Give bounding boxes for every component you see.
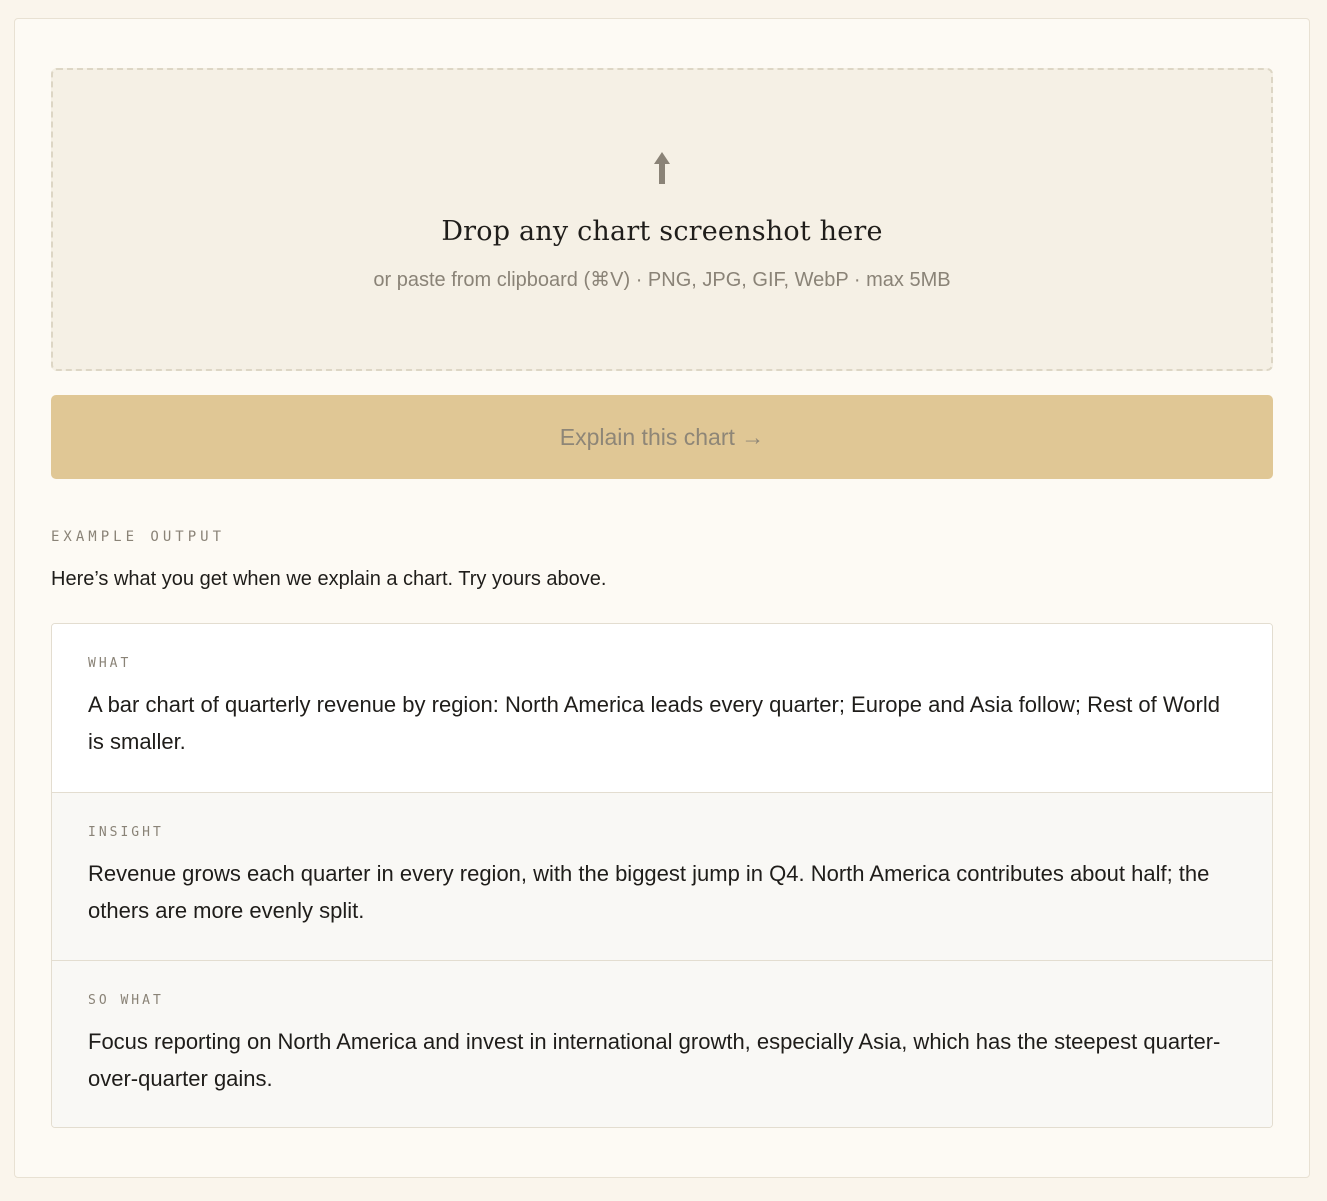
insight-card-text: Revenue grows each quarter in every region, with the biggest jump in Q4. North America contributes about half; the others are more evenly split. [88, 861, 1210, 923]
dropzone-title: Drop any chart screenshot here [441, 216, 883, 247]
what-card-text: A bar chart of quarterly revenue by region: North America leads every quarter; Europe and Asia follow; Rest of World is smaller. [88, 692, 1220, 754]
so-what-card [52, 960, 1272, 1128]
dropzone-subtitle: or paste from clipboard (⌘V) · PNG, JPG, GIF, WebP · max 5MB [373, 269, 951, 291]
example-intro-text: Here’s what you get when we explain a chart. Try yours above. [51, 568, 607, 590]
example-output-cards [51, 623, 1273, 1128]
insight-card-label: INSIGHT [88, 825, 164, 840]
main-panel [14, 18, 1310, 1178]
explain-chart-button[interactable]: Explain this chart → [51, 395, 1273, 479]
what-card [52, 624, 1272, 792]
what-card-label: WHAT [88, 656, 132, 671]
so-what-card-text: Focus reporting on North America and invest in international growth, especially Asia, which has the steepest quarter-over-quarter gains. [88, 1029, 1221, 1091]
upload-arrow-icon [53, 150, 1271, 193]
insight-card [52, 792, 1272, 960]
chart-dropzone[interactable] [51, 68, 1273, 371]
example-output-eyebrow: EXAMPLE OUTPUT [51, 529, 226, 545]
so-what-card-label: SO WHAT [88, 993, 164, 1008]
